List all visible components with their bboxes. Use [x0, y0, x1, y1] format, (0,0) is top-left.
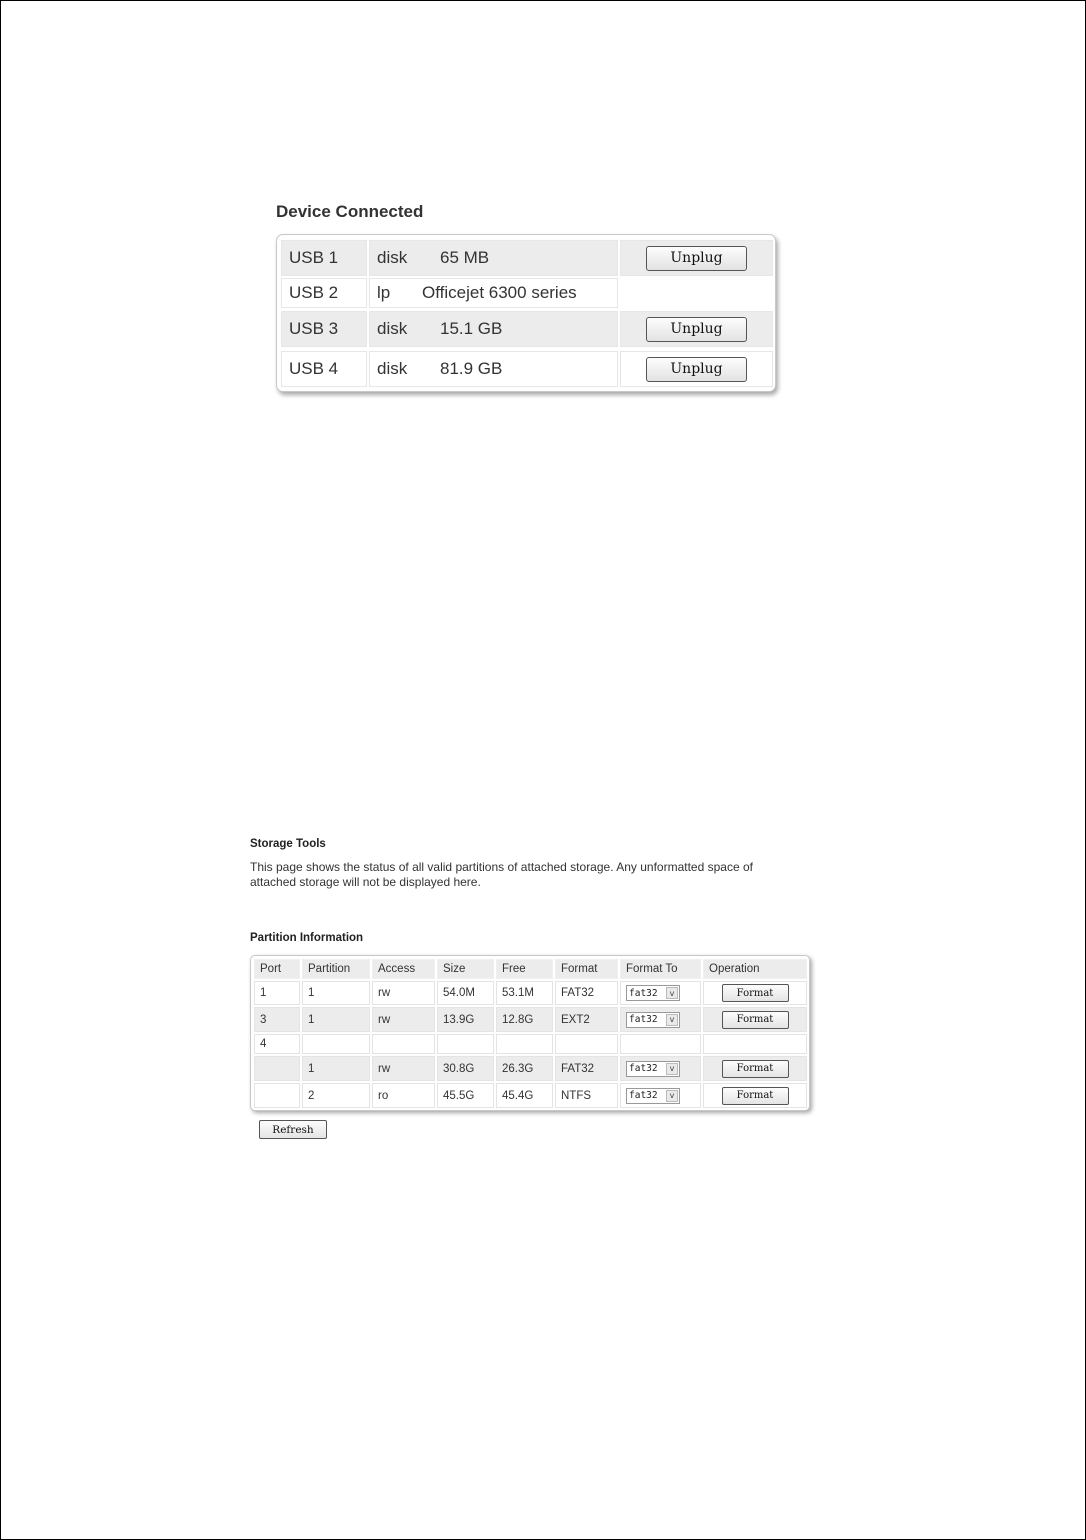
device-class: disk — [377, 319, 408, 338]
cell-format: FAT32 — [555, 1056, 618, 1081]
cell-operation — [703, 981, 807, 1005]
cell-size: 13.9G — [437, 1007, 494, 1032]
device-info — [369, 351, 618, 387]
table-row — [254, 981, 807, 1005]
format-to-value: fat32 — [629, 1063, 658, 1074]
column-header: Partition — [302, 959, 370, 979]
device-port: USB 2 — [281, 278, 367, 308]
cell-size: 30.8G — [437, 1056, 494, 1081]
cell-partition: 2 — [302, 1083, 370, 1108]
cell-access: rw — [372, 981, 435, 1005]
unplug-button[interactable]: Unplug — [646, 317, 747, 342]
storage-tools-title: Storage Tools — [250, 838, 326, 850]
table-row — [254, 1034, 807, 1054]
device-action — [620, 351, 773, 387]
cell-free: 53.1M — [496, 981, 553, 1005]
cell-size — [437, 1034, 494, 1054]
device-description: Officejet 6300 series — [422, 283, 577, 302]
column-header: Port — [254, 959, 300, 979]
table-row — [254, 1007, 807, 1032]
device-connected-table — [276, 234, 776, 392]
device-description: 81.9 GB — [440, 359, 503, 378]
cell-size: 54.0M — [437, 981, 494, 1005]
cell-format-to — [620, 1083, 701, 1108]
device-port: USB 1 — [281, 240, 367, 276]
format-button[interactable]: Format — [722, 1060, 789, 1078]
format-to-value: fat32 — [629, 1090, 658, 1101]
column-header: Size — [437, 959, 494, 979]
cell-access — [372, 1034, 435, 1054]
cell-free: 45.4G — [496, 1083, 553, 1108]
cell-port — [254, 1056, 300, 1081]
format-to-select[interactable] — [626, 1012, 680, 1028]
device-description: 15.1 GB — [440, 319, 503, 338]
device-class: disk — [377, 359, 408, 378]
cell-free: 12.8G — [496, 1007, 553, 1032]
cell-partition: 1 — [302, 1007, 370, 1032]
cell-access: rw — [372, 1007, 435, 1032]
column-header: Format To — [620, 959, 701, 979]
chevron-down-icon: v — [666, 1014, 678, 1026]
cell-format: FAT32 — [555, 981, 618, 1005]
unplug-button[interactable]: Unplug — [646, 357, 747, 382]
cell-partition: 1 — [302, 1056, 370, 1081]
cell-format: NTFS — [555, 1083, 618, 1108]
cell-format-to — [620, 1034, 701, 1054]
refresh-button[interactable]: Refresh — [259, 1120, 327, 1139]
cell-size: 45.5G — [437, 1083, 494, 1108]
unplug-button[interactable]: Unplug — [646, 246, 747, 271]
format-to-select[interactable] — [626, 1088, 680, 1104]
format-to-select[interactable] — [626, 985, 680, 1001]
device-description: 65 MB — [440, 248, 490, 267]
device-class: lp — [377, 283, 391, 302]
device-port: USB 4 — [281, 351, 367, 387]
column-header: Access — [372, 959, 435, 979]
device-connected-title: Device Connected — [276, 202, 424, 221]
cell-partition — [302, 1034, 370, 1054]
cell-format-to — [620, 1007, 701, 1032]
column-header: Free — [496, 959, 553, 979]
device-class: disk — [377, 248, 408, 267]
partition-header-row — [254, 959, 807, 979]
device-port: USB 3 — [281, 311, 367, 347]
chevron-down-icon: v — [666, 987, 678, 999]
table-row — [254, 1056, 807, 1081]
format-button[interactable]: Format — [722, 1011, 789, 1029]
cell-port: 1 — [254, 981, 300, 1005]
cell-operation — [703, 1007, 807, 1032]
cell-free — [496, 1034, 553, 1054]
partition-table — [250, 955, 810, 1111]
device-info — [369, 278, 618, 308]
chevron-down-icon: v — [666, 1063, 678, 1075]
format-to-value: fat32 — [629, 1014, 658, 1025]
cell-port — [254, 1083, 300, 1108]
column-header: Format — [555, 959, 618, 979]
cell-format: EXT2 — [555, 1007, 618, 1032]
column-header: Operation — [703, 959, 807, 979]
cell-partition: 1 — [302, 981, 370, 1005]
format-button[interactable]: Format — [722, 1087, 789, 1105]
cell-port: 4 — [254, 1034, 300, 1054]
cell-operation — [703, 1083, 807, 1108]
chevron-down-icon: v — [666, 1090, 678, 1102]
format-button[interactable]: Format — [722, 984, 789, 1002]
format-to-select[interactable] — [626, 1061, 680, 1077]
cell-port: 3 — [254, 1007, 300, 1032]
cell-format — [555, 1034, 618, 1054]
format-to-value: fat32 — [629, 987, 658, 999]
cell-format-to — [620, 1056, 701, 1081]
cell-operation — [703, 1034, 807, 1054]
partition-information-title: Partition Information — [250, 932, 364, 944]
cell-access: rw — [372, 1056, 435, 1081]
device-action — [620, 311, 773, 347]
storage-tools-description: This page shows the status of all valid partitions of attached storage. Any unformatted space of attached storage will not be displayed here. — [250, 860, 753, 889]
device-action — [620, 240, 773, 276]
cell-access: ro — [372, 1083, 435, 1108]
cell-format-to — [620, 981, 701, 1005]
cell-operation — [703, 1056, 807, 1081]
table-row — [254, 1083, 807, 1108]
cell-free: 26.3G — [496, 1056, 553, 1081]
device-info — [369, 240, 618, 276]
device-info — [369, 311, 618, 347]
